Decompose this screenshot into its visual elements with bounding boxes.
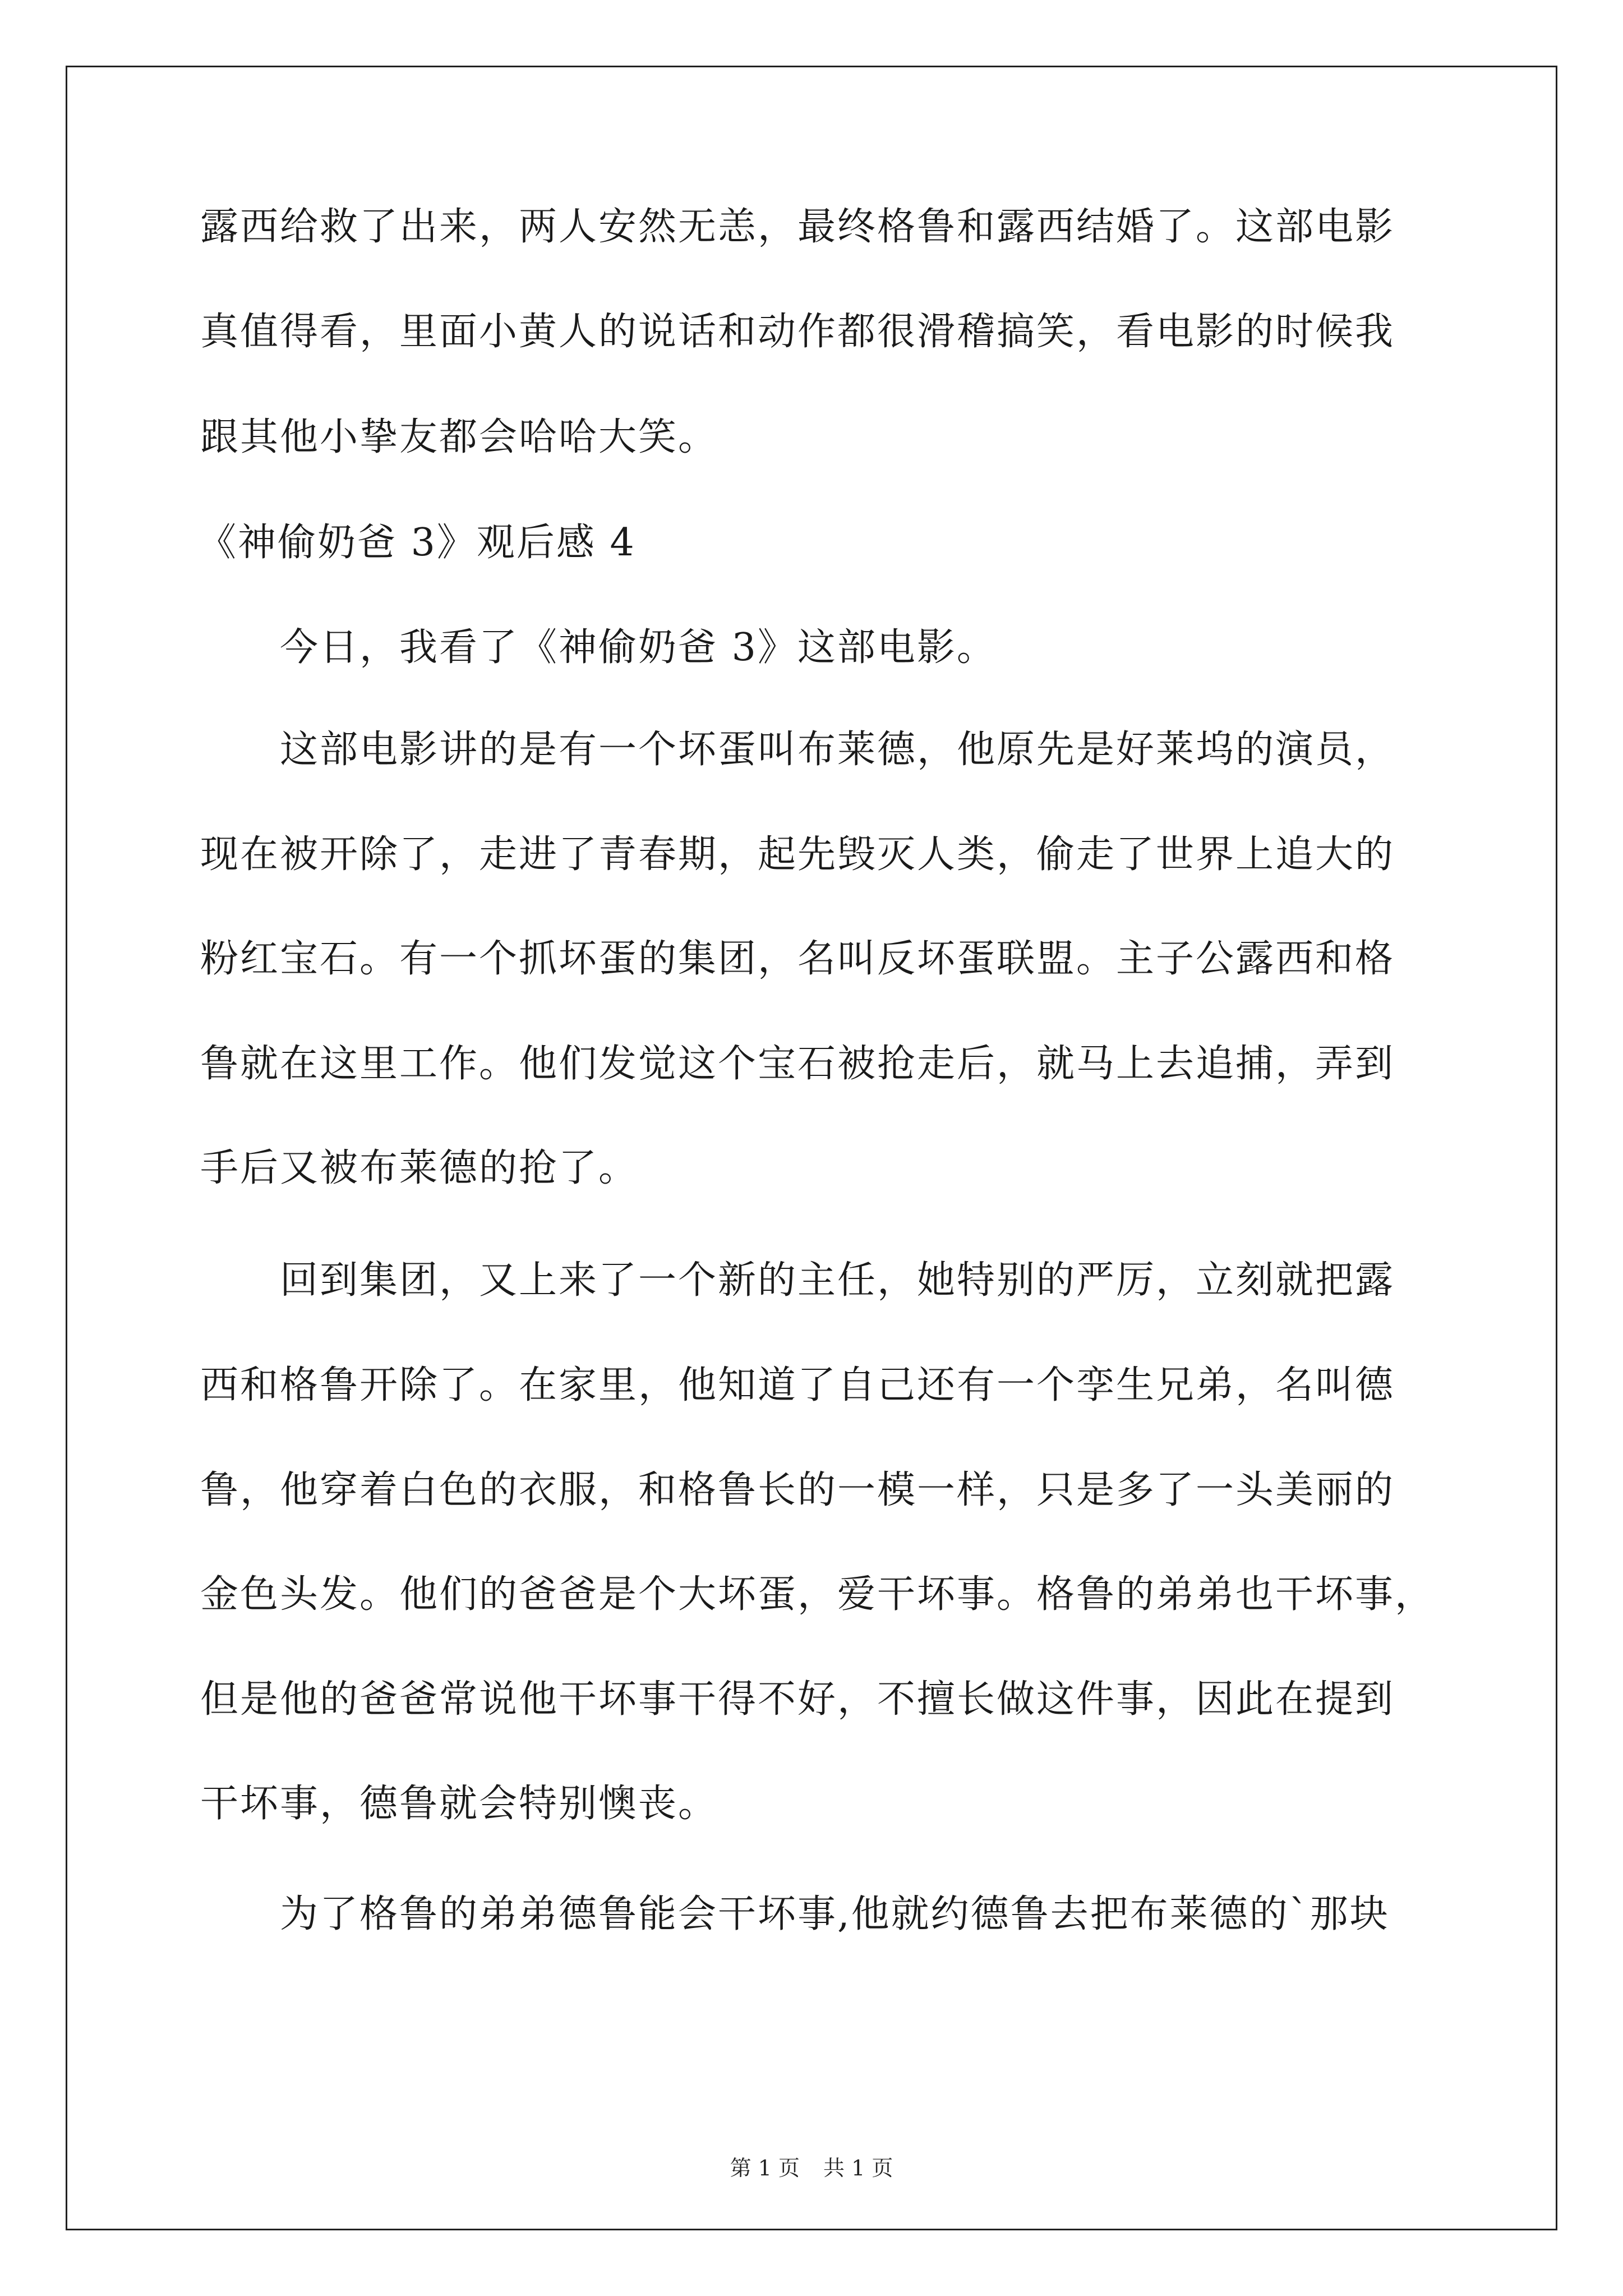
- text-line: 跟其他小挚友都会哈哈大笑。: [200, 415, 718, 459]
- page-number: 第 1 页: [730, 2156, 800, 2180]
- text-line: 这部电影讲的是有一个坏蛋叫布莱德，他原先是好莱坞的演员，: [280, 728, 1395, 772]
- page-total: 共 1 页: [823, 2156, 893, 2180]
- text-line: 现在被开除了，走进了青春期，起先毁灭人类，偷走了世界上追大的: [200, 832, 1395, 877]
- text-line: 为了格鲁的弟弟德鲁能会干坏事,他就约德鲁去把布莱德的`那块: [280, 1892, 1390, 1936]
- text-line: 西和格鲁开除了。在家里，他知道了自己还有一个孪生兄弟，名叫德: [200, 1363, 1395, 1407]
- text-line: 粉红宝石。有一个抓坏蛋的集团，名叫反坏蛋联盟。主子公露西和格: [200, 937, 1395, 981]
- text-line: 干坏事，德鲁就会特别懊丧。: [200, 1782, 718, 1826]
- text-line: 鲁就在这里工作。他们发觉这个宝石被抢走后，就马上去追捕，弄到: [200, 1042, 1395, 1086]
- text-line: 真值得看，里面小黄人的说话和动作都很滑稽搞笑，看电影的时候我: [200, 310, 1395, 354]
- text-line: 鲁，他穿着白色的衣服，和格鲁长的一模一样，只是多了一头美丽的: [200, 1468, 1395, 1512]
- section-heading: 《神偷奶爸 3》观后感 4: [198, 521, 636, 565]
- text-line: 手后又被布莱德的抢了。: [200, 1146, 639, 1190]
- text-line: 今日，我看了《神偷奶爸 3》这部电影。: [280, 625, 997, 670]
- text-line: 回到集团，又上来了一个新的主任，她特别的严厉，立刻就把露: [280, 1258, 1395, 1303]
- text-line: 露西给救了出来，两人安然无恙，最终格鲁和露西结婚了。这部电影: [200, 205, 1395, 249]
- text-line: 但是他的爸爸常说他干坏事干得不好，不擅长做这件事，因此在提到: [200, 1677, 1395, 1722]
- page-footer: [0, 2154, 1623, 2182]
- text-line: 金色头发。他们的爸爸是个大坏蛋，爱干坏事。格鲁的弟弟也干坏事，: [200, 1572, 1435, 1617]
